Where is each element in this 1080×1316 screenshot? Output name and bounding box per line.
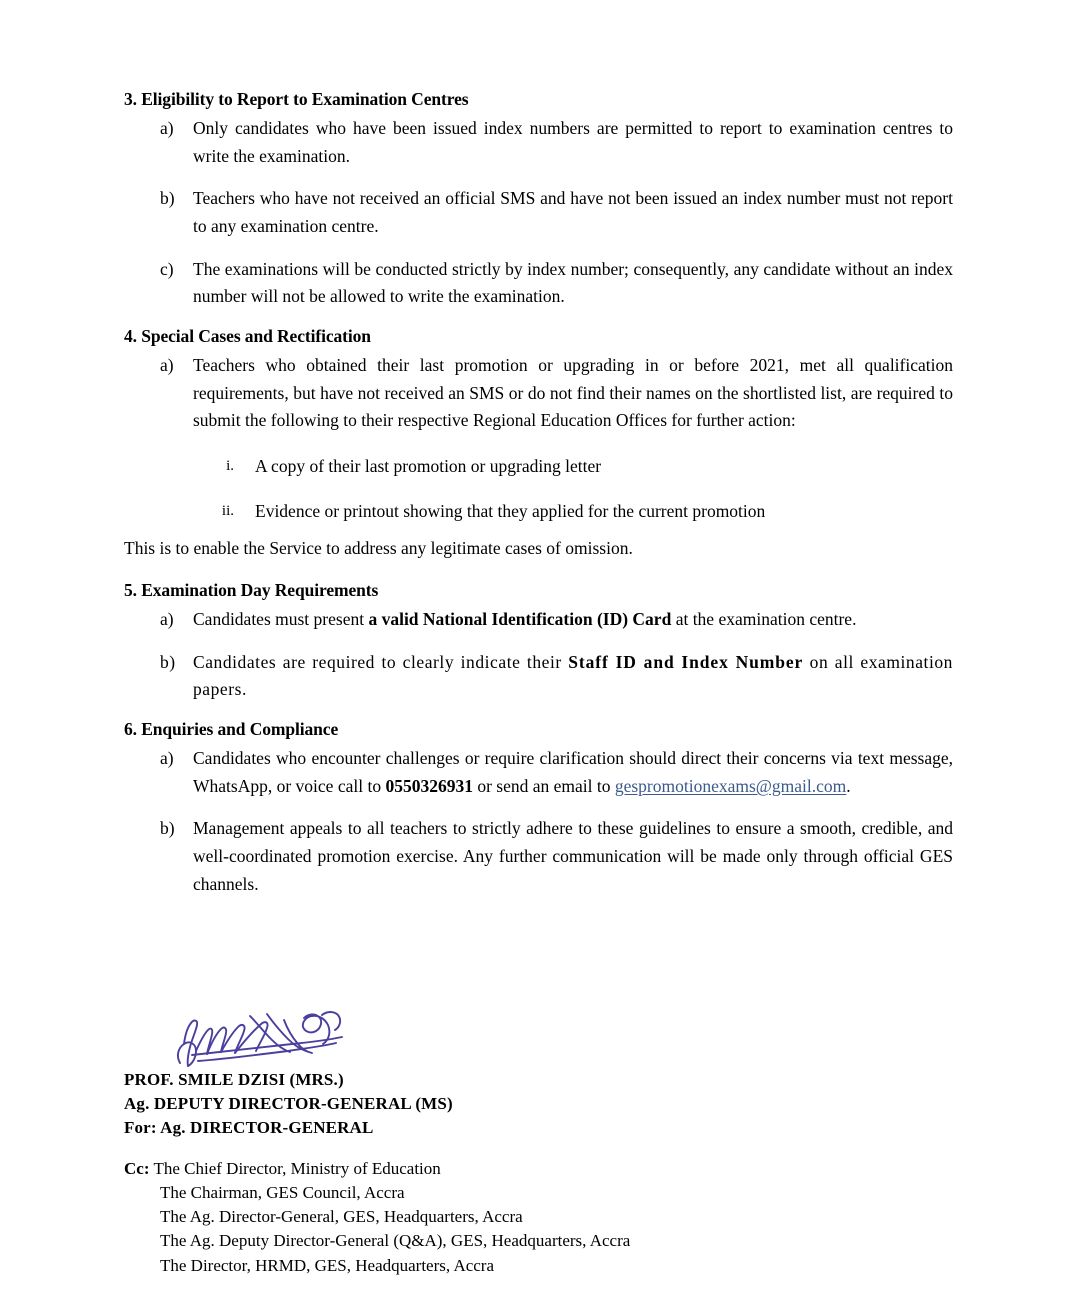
cc-entry: The Ag. Director-General, GES, Headquarters, Accra bbox=[160, 1207, 523, 1227]
list-marker: a) bbox=[160, 747, 174, 768]
sublist-item bbox=[124, 453, 953, 481]
list-item bbox=[124, 606, 953, 634]
list-item-text-suffix: at the examination centre. bbox=[671, 608, 857, 629]
list-item-text: The examinations will be conducted strictly by index number; consequently, any candidate without an index number will not be allowed to write the examination. bbox=[193, 258, 953, 307]
list-marker: a) bbox=[160, 608, 174, 629]
list-item-text: Management appeals to all teachers to strictly adhere to these guidelines to ensure a smooth, credible, and well-coordinated promotion exercise. Any further communication will be made only through official GES channels. bbox=[193, 818, 953, 894]
list-item-text-prefix: Candidates are required to clearly indicate their bbox=[193, 651, 569, 672]
section-4-sublist bbox=[124, 453, 953, 525]
cc-entry: The Ag. Deputy Director-General (Q&A), GES, Headquarters, Accra bbox=[160, 1231, 631, 1251]
email-link[interactable]: gespromotionexams@gmail.com bbox=[614, 775, 847, 796]
list-item-text-emphasis: Staff ID and Index Number bbox=[568, 651, 804, 672]
list-item-text: Teachers who obtained their last promotion or upgrading in or before 2021, met all qualification requirements, but have not received an SMS or do not find their names on the shortlisted list, are required to submit the following to their respective Regional Education Offices for further action: bbox=[193, 355, 953, 431]
document-content bbox=[124, 88, 953, 912]
sublist-marker: ii. bbox=[221, 502, 234, 519]
section-6-heading: 6. Enquiries and Compliance bbox=[124, 718, 339, 739]
list-item-text-emphasis: a valid National Identification (ID) Card bbox=[368, 608, 672, 629]
list-marker: c) bbox=[160, 258, 174, 279]
list-marker: b) bbox=[160, 818, 175, 839]
phone-number: 0550326931 bbox=[385, 775, 473, 796]
sublist-item bbox=[124, 498, 953, 526]
list-item-text-prefix: Candidates must present bbox=[193, 608, 369, 629]
list-marker: b) bbox=[160, 651, 176, 672]
list-item bbox=[124, 256, 953, 311]
list-item-text: Only candidates who have been issued index numbers are permitted to report to examination centres to write the examination. bbox=[193, 118, 953, 166]
list-item bbox=[124, 115, 953, 170]
section-5 bbox=[124, 579, 953, 704]
cc-block bbox=[124, 1157, 824, 1278]
list-item bbox=[124, 745, 953, 800]
section-5-heading: 5. Examination Day Requirements bbox=[124, 579, 379, 600]
section-3-list bbox=[124, 115, 953, 311]
list-item-text: Teachers who have not received an official SMS and have not been issued an index number must not report to any examination centre. bbox=[193, 188, 953, 237]
section-3 bbox=[124, 88, 953, 311]
section-4-list bbox=[124, 352, 953, 435]
sublist-item-text: Evidence or printout showing that they applied for the current promotion bbox=[255, 500, 766, 521]
list-item-text-suffix: on all examination papers. bbox=[193, 651, 953, 700]
cc-entries bbox=[160, 1181, 824, 1278]
list-item-text-prefix: Candidates who encounter challenges or require clarification should direct their concerns via text message, WhatsApp, or voice call to bbox=[193, 747, 953, 796]
cc-label: Cc: bbox=[124, 1159, 150, 1178]
list-item bbox=[124, 185, 953, 240]
section-4-heading: 4. Special Cases and Rectification bbox=[124, 325, 371, 346]
section-4 bbox=[124, 325, 953, 525]
list-item-text-suffix: . bbox=[846, 775, 851, 796]
section-6 bbox=[124, 718, 953, 898]
cc-entry: The Chief Director, Ministry of Education bbox=[153, 1159, 441, 1178]
sublist-marker: i. bbox=[226, 457, 234, 474]
section-5-list bbox=[124, 606, 953, 704]
list-item bbox=[124, 815, 953, 898]
list-item bbox=[124, 649, 953, 704]
list-item bbox=[124, 352, 953, 435]
interstitial-paragraph: This is to enable the Service to address any legitimate cases of omission. bbox=[124, 538, 633, 559]
list-marker: a) bbox=[160, 355, 174, 376]
list-item-text-middle: or send an email to bbox=[472, 775, 615, 796]
signatory-details bbox=[124, 1068, 453, 1140]
section-6-list bbox=[124, 745, 953, 898]
cc-entry: The Chairman, GES Council, Accra bbox=[160, 1183, 405, 1203]
sublist-item-text: A copy of their last promotion or upgrading letter bbox=[255, 455, 602, 476]
list-marker: b) bbox=[160, 188, 175, 209]
signatory-title: Ag. DEPUTY DIRECTOR-GENERAL (MS) bbox=[124, 1094, 453, 1114]
list-marker: a) bbox=[160, 118, 174, 139]
cc-entry: The Director, HRMD, GES, Headquarters, Accra bbox=[160, 1255, 495, 1275]
signatory-for-line: For: Ag. DIRECTOR-GENERAL bbox=[124, 1118, 374, 1138]
cc-first-line bbox=[124, 1157, 824, 1181]
section-3-heading: 3. Eligibility to Report to Examination Centres bbox=[124, 89, 469, 109]
signatory-name: PROF. SMILE DZISI (MRS.) bbox=[124, 1070, 344, 1089]
handwritten-signature-icon bbox=[172, 1006, 352, 1070]
